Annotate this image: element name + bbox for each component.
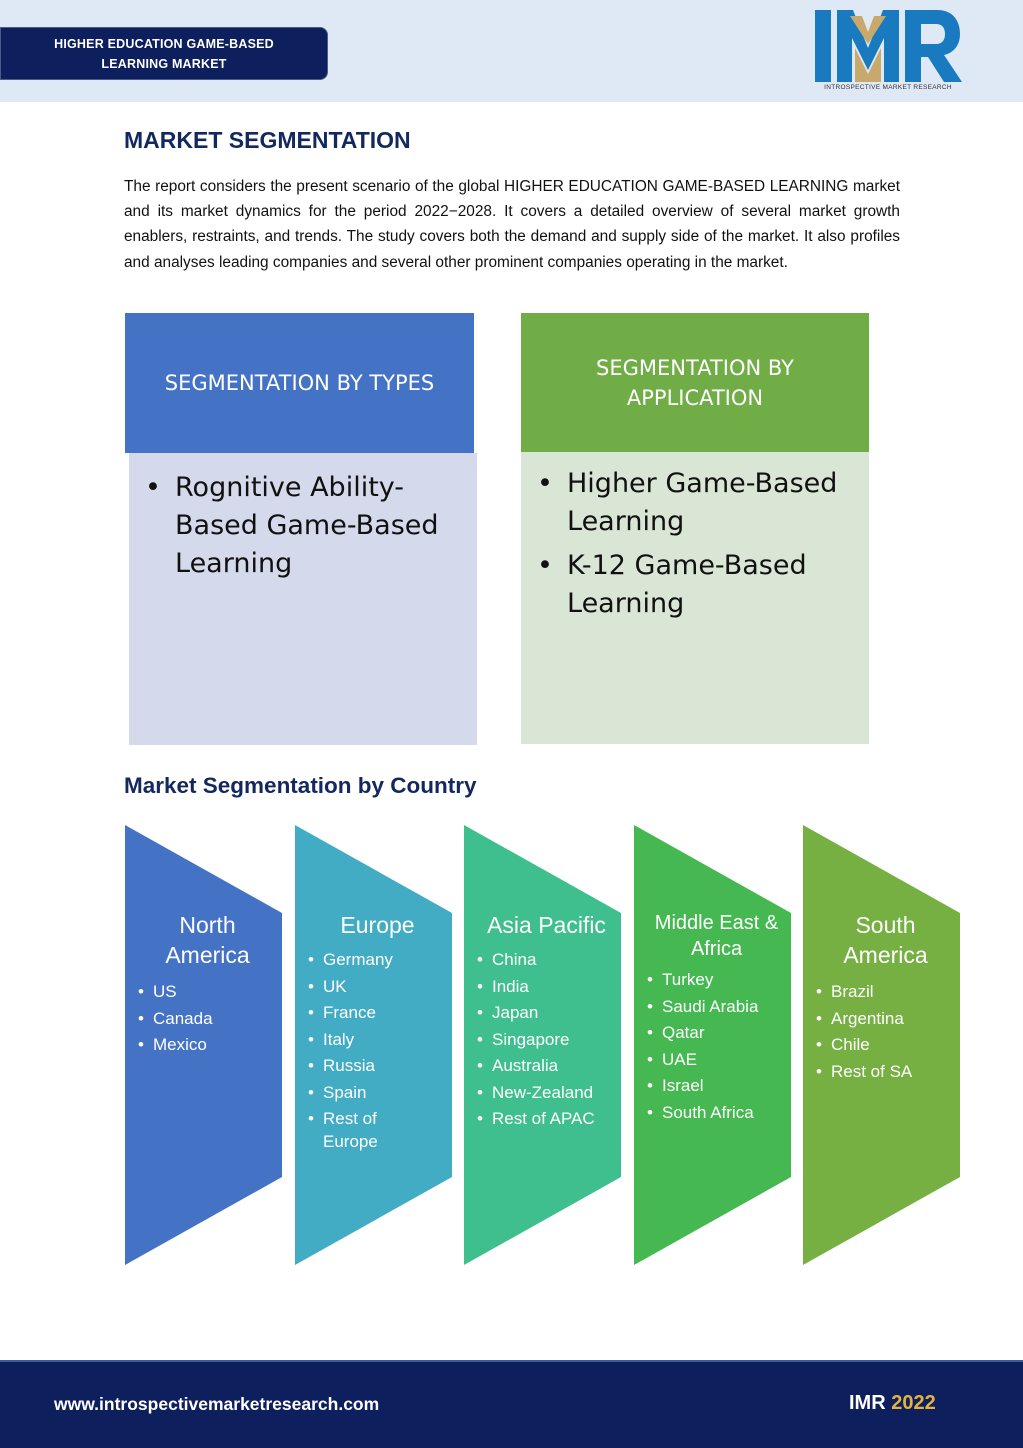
- report-title-badge: [0, 27, 328, 80]
- footer-year: 2022: [891, 1392, 936, 1414]
- country-list: [813, 980, 958, 1083]
- list-item: • Chile: [813, 1033, 958, 1056]
- list-item: • US: [135, 980, 280, 1003]
- region-south-america: [803, 825, 960, 1265]
- logo-tagline: INTROSPECTIVE MARKET RESEARCH: [824, 84, 952, 91]
- country-list: [305, 948, 450, 1153]
- list-item: • Italy: [305, 1028, 450, 1051]
- region-title: South America: [843, 912, 928, 968]
- list-item: • K-12 Game-Based Learning: [521, 547, 861, 623]
- region-title: Middle East & Africa: [654, 912, 779, 960]
- footer-brand: [849, 1392, 936, 1415]
- region-title: Europe: [340, 912, 415, 938]
- segmentation-application-body: [521, 452, 869, 744]
- list-item: • Argentina: [813, 1007, 958, 1030]
- list-item: • Higher Game-Based Learning: [521, 465, 861, 541]
- list-item: • Rest of SA: [813, 1060, 958, 1083]
- region-asia-pacific: [464, 825, 621, 1265]
- region-title: Asia Pacific: [487, 912, 606, 938]
- region-middle-east-africa: [634, 825, 791, 1265]
- region-north-america: [125, 825, 282, 1265]
- list-item: • New-Zealand: [474, 1081, 619, 1104]
- application-list: [521, 452, 869, 623]
- list-item: • China: [474, 948, 619, 971]
- list-item: • Germany: [305, 948, 450, 971]
- region-europe: [295, 825, 452, 1265]
- list-item: • Rognitive Ability-Based Game-Based Learning: [129, 469, 469, 583]
- footer-brand-name: IMR: [849, 1392, 886, 1414]
- region-title: North America: [165, 912, 250, 968]
- list-item: • Australia: [474, 1054, 619, 1077]
- list-item: • Mexico: [135, 1033, 280, 1056]
- segmentation-types-body: [129, 453, 477, 745]
- list-item: • Spain: [305, 1081, 450, 1104]
- list-item: • Brazil: [813, 980, 958, 1003]
- types-list: [129, 453, 477, 583]
- list-item: • Rest of APAC: [474, 1107, 619, 1130]
- section-title: MARKET SEGMENTATION: [124, 127, 411, 153]
- list-item: • South Africa: [644, 1101, 789, 1124]
- report-title-line2: LEARNING MARKET: [101, 56, 227, 71]
- country-list: [474, 948, 619, 1130]
- list-item: • Israel: [644, 1074, 789, 1097]
- segmentation-application-heading: SEGMENTATION BY APPLICATION: [521, 313, 869, 452]
- footer-website-link[interactable]: www.introspectivemarketresearch.com: [54, 1394, 380, 1414]
- list-item: • UAE: [644, 1048, 789, 1071]
- report-title-line1: HIGHER EDUCATION GAME-BASED: [54, 36, 274, 51]
- country-list: [644, 968, 789, 1124]
- list-item: • UK: [305, 975, 450, 998]
- list-item: • Qatar: [644, 1021, 789, 1044]
- list-item: • Singapore: [474, 1028, 619, 1051]
- intro-paragraph: The report considers the present scenario of the global HIGHER EDUCATION GAME-BASED LEARNING market and its market dynamics for the period 2022−2028. It covers a detailed overview of several market growth enablers, restraints, and trends. The study covers both the demand and supply side of the market. It also profiles and analyses leading companies and several other prominent companies operating in the market.: [124, 178, 900, 271]
- segmentation-types-heading: SEGMENTATION BY TYPES: [125, 313, 474, 453]
- list-item: • Japan: [474, 1001, 619, 1024]
- list-item: • France: [305, 1001, 450, 1024]
- country-list: [135, 980, 280, 1056]
- list-item: • Canada: [135, 1007, 280, 1030]
- list-item: • Saudi Arabia: [644, 995, 789, 1018]
- list-item: • Turkey: [644, 968, 789, 991]
- country-segmentation-heading: Market Segmentation by Country: [124, 773, 477, 798]
- list-item: • Russia: [305, 1054, 450, 1077]
- list-item: • Rest of Europe: [305, 1107, 385, 1153]
- list-item: • India: [474, 975, 619, 998]
